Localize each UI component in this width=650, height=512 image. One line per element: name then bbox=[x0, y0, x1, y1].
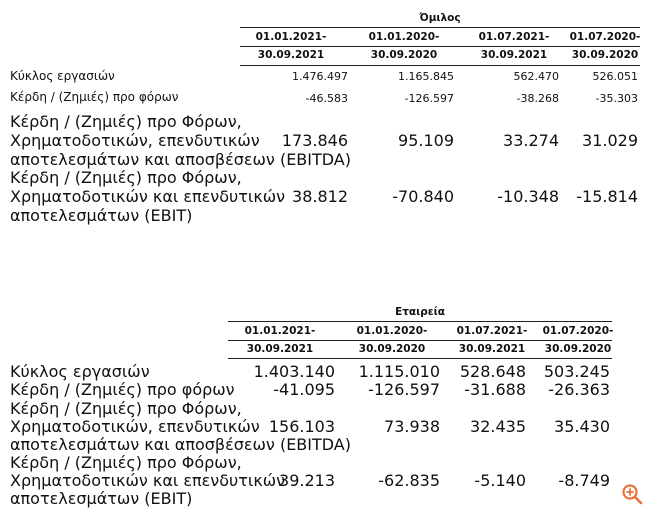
group-cell: 1.476.497 bbox=[292, 70, 348, 83]
company-cell: -26.363 bbox=[548, 380, 610, 399]
company-cell: 73.938 bbox=[384, 417, 440, 436]
group-cell: 95.109 bbox=[398, 131, 454, 150]
group-cell: 1.165.845 bbox=[398, 70, 454, 83]
company-cell: -8.749 bbox=[558, 471, 610, 490]
group-row-ebt-label: Κέρδη / (Ζημιές) προ φόρων bbox=[10, 90, 179, 104]
group-cell: 33.274 bbox=[503, 131, 559, 150]
company-cell: -62.835 bbox=[378, 471, 440, 490]
company-cell: 528.648 bbox=[459, 362, 526, 381]
company-row-ebt-label: Κέρδη / (Ζημιές) προ φόρων bbox=[10, 380, 235, 399]
company-cell: 156.103 bbox=[268, 417, 335, 436]
group-cell: 31.029 bbox=[582, 131, 638, 150]
group-cell: -10.348 bbox=[497, 187, 559, 206]
group-cell: -35.303 bbox=[595, 92, 638, 105]
group-cell: 526.051 bbox=[592, 70, 638, 83]
company-cell: 503.245 bbox=[543, 362, 610, 381]
company-cell: -31.688 bbox=[464, 380, 526, 399]
company-cell: -41.095 bbox=[273, 380, 335, 399]
group-cell: 562.470 bbox=[513, 70, 559, 83]
group-period-3: 01.07.2021- 30.09.2021 bbox=[478, 31, 550, 61]
group-row-ebitda-label-3: αποτελεσμάτων και αποσβέσεων (EBITDA) bbox=[10, 150, 351, 169]
group-title: Όμιλος bbox=[419, 12, 461, 24]
group-period-4: 01.07.2020- 30.09.2020 bbox=[569, 31, 641, 61]
company-header-rule bbox=[228, 358, 612, 359]
company-row-ebit-label-2: Χρηματοδοτικών και επενδυτικών bbox=[10, 471, 286, 490]
zoom-in-icon[interactable] bbox=[620, 482, 644, 506]
company-cell: 32.435 bbox=[470, 417, 526, 436]
company-cell: 1.403.140 bbox=[253, 362, 335, 381]
group-header-mid-rule bbox=[240, 46, 640, 47]
company-header-mid-rule bbox=[228, 340, 612, 341]
company-period-3: 01.07.2021- 30.09.2021 bbox=[456, 325, 528, 355]
company-title: Εταιρεία bbox=[395, 306, 445, 318]
group-row-ebitda-label-1: Κέρδη / (Ζημιές) προ Φόρων, bbox=[10, 112, 242, 131]
company-cell: 1.115.010 bbox=[358, 362, 440, 381]
group-cell: -126.597 bbox=[404, 92, 454, 105]
group-row-ebit-label-1: Κέρδη / (Ζημιές) προ Φόρων, bbox=[10, 168, 242, 187]
group-row-ebitda-label-2: Χρηματοδοτικών, επενδυτικών bbox=[10, 131, 260, 150]
company-row-ebitda-label-2: Χρηματοδοτικών, επενδυτικών bbox=[10, 417, 260, 436]
group-period-1: 01.01.2021- 30.09.2021 bbox=[255, 31, 327, 61]
company-cell: 39.213 bbox=[279, 471, 335, 490]
company-row-ebitda-label-3: αποτελεσμάτων και αποσβέσεων (EBITDA) bbox=[10, 435, 351, 454]
company-cell: 35.430 bbox=[554, 417, 610, 436]
group-cell: 173.846 bbox=[281, 131, 348, 150]
group-cell: -15.814 bbox=[576, 187, 638, 206]
group-cell: -46.583 bbox=[305, 92, 348, 105]
group-row-ebit-label-3: αποτελεσμάτων (EBIT) bbox=[10, 206, 193, 225]
company-cell: -126.597 bbox=[368, 380, 440, 399]
group-cell: -38.268 bbox=[516, 92, 559, 105]
group-cell: 38.812 bbox=[292, 187, 348, 206]
group-period-2: 01.01.2020- 30.09.2020 bbox=[368, 31, 440, 61]
company-row-revenue-label: Κύκλος εργασιών bbox=[10, 362, 150, 381]
company-row-ebitda-label-1: Κέρδη / (Ζημιές) προ Φόρων, bbox=[10, 399, 242, 418]
group-row-revenue-label: Κύκλος εργασιών bbox=[10, 69, 115, 83]
company-row-ebit-label-3: αποτελεσμάτων (EBIT) bbox=[10, 489, 193, 508]
group-row-ebit-label-2: Χρηματοδοτικών και επενδυτικών bbox=[10, 187, 286, 206]
company-period-4: 01.07.2020- 30.09.2020 bbox=[542, 325, 614, 355]
company-period-2: 01.01.2020- 30.09.2020 bbox=[356, 325, 428, 355]
company-cell: -5.140 bbox=[474, 471, 526, 490]
company-period-1: 01.01.2021- 30.09.2021 bbox=[244, 325, 316, 355]
group-cell: -70.840 bbox=[392, 187, 454, 206]
group-header-rule bbox=[240, 65, 640, 66]
company-row-ebit-label-1: Κέρδη / (Ζημιές) προ Φόρων, bbox=[10, 453, 242, 472]
